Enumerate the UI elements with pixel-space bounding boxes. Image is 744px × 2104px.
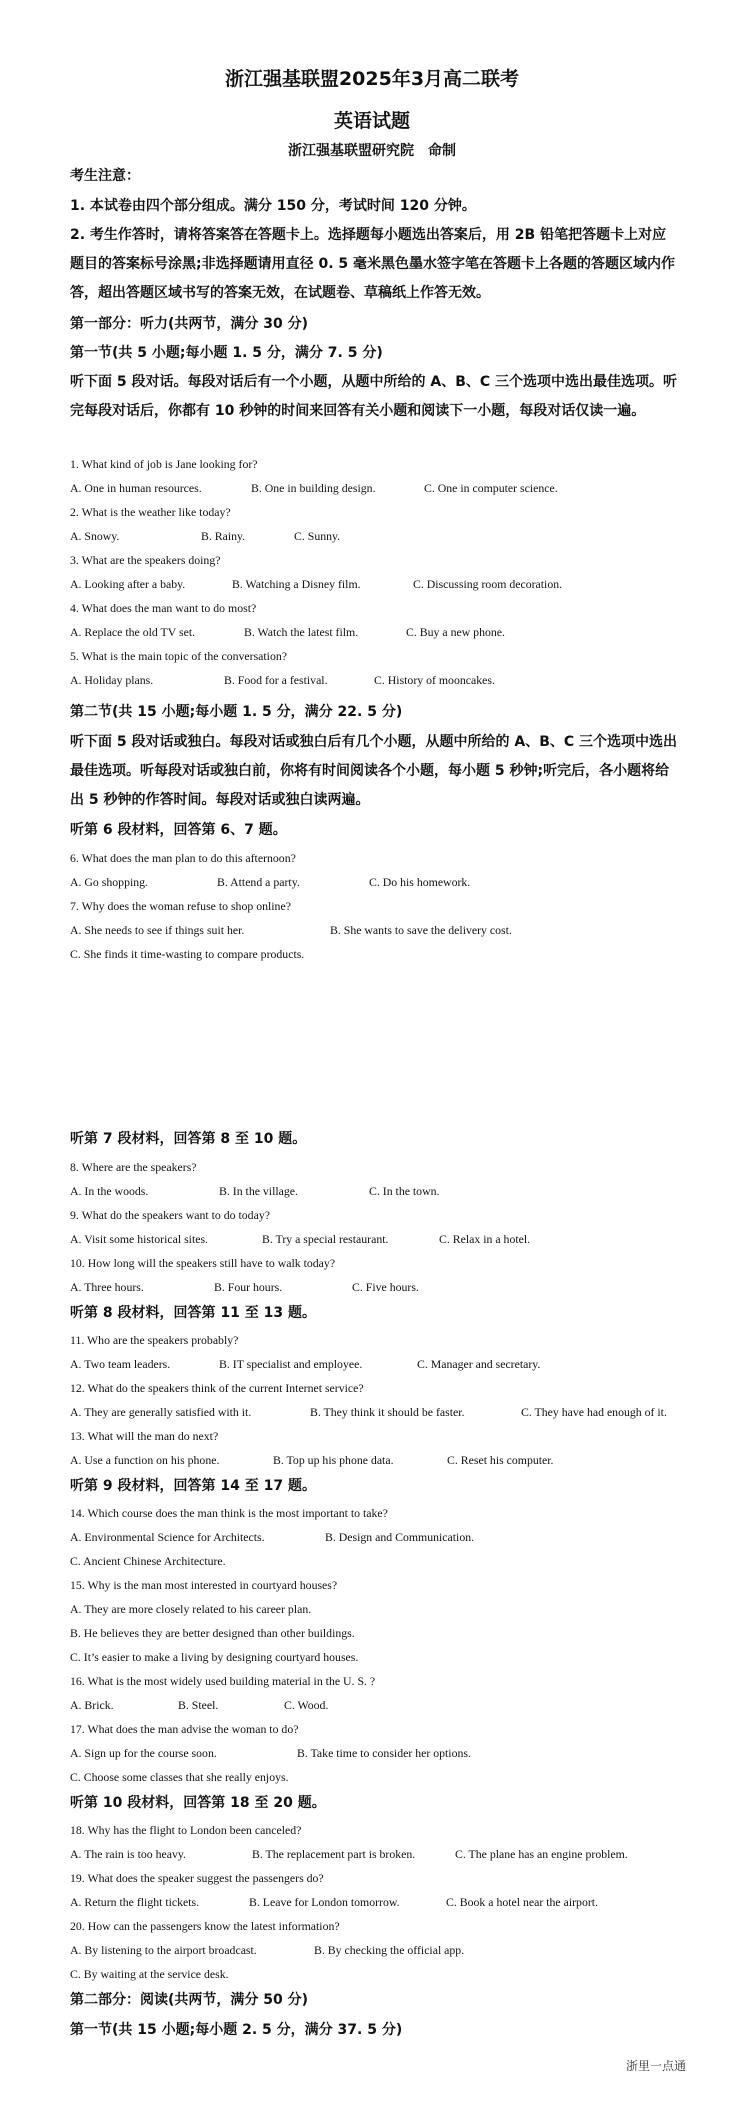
question-stem: 18. Why has the flight to London been canceled? <box>70 1823 302 1837</box>
part1-heading: 第一部分：听力(共两节，满分 30 分) <box>70 316 309 332</box>
option-b: B. One in building design. <box>251 481 376 495</box>
option-b: B. By checking the official app. <box>314 1943 465 1957</box>
option-c: C. Sunny. <box>294 529 341 543</box>
option-c: C. Discussing room decoration. <box>413 577 563 591</box>
question-stem: 16. What is the most widely used building material in the U. S. ? <box>70 1674 376 1688</box>
option-a: A. Return the flight tickets. <box>70 1895 200 1909</box>
option-a: A. Holiday plans. <box>70 673 154 687</box>
material-9-heading: 听第 9 段材料，回答第 14 至 17 题。 <box>70 1478 316 1494</box>
question-stem: 4. What does the man want to do most? <box>70 601 257 615</box>
question-stem: 3. What are the speakers doing? <box>70 553 221 567</box>
option-b: B. She wants to save the delivery cost. <box>330 923 512 937</box>
question-stem: 12. What do the speakers think of the current Internet service? <box>70 1381 364 1395</box>
option-a: A. Visit some historical sites. <box>70 1232 209 1246</box>
subject-title: 英语试题 <box>333 110 410 132</box>
option-a: A. Sign up for the course soon. <box>70 1746 217 1760</box>
option-b: B. Four hours. <box>214 1280 283 1294</box>
question-stem: 10. How long will the speakers still have to walk today? <box>70 1256 336 1270</box>
question-stem: 2. What is the weather like today? <box>70 505 231 519</box>
question-stem: 13. What will the man do next? <box>70 1429 219 1443</box>
option-a: A. Go shopping. <box>70 875 148 889</box>
option-a: A. Replace the old TV set. <box>70 625 196 639</box>
question-stem: 6. What does the man plan to do this afternoon? <box>70 851 296 865</box>
material-10-heading: 听第 10 段材料，回答第 18 至 20 题。 <box>70 1795 326 1811</box>
option-c: C. Ancient Chinese Architecture. <box>70 1554 226 1568</box>
material-7-heading: 听第 7 段材料，回答第 8 至 10 题。 <box>70 1131 307 1147</box>
notice-heading: 考生注意： <box>70 168 140 184</box>
material-6-heading: 听第 6 段材料，回答第 6、7 题。 <box>70 822 287 838</box>
option-a: A. The rain is too heavy. <box>70 1847 186 1861</box>
question-stem: 11. Who are the speakers probably? <box>70 1333 239 1347</box>
option-b: B. Take time to consider her options. <box>297 1746 471 1760</box>
part1-section2-heading: 第二节(共 15 小题;每小题 1. 5 分，满分 22. 5 分) <box>70 704 403 720</box>
option-c: C. It’s easier to make a living by designing courtyard houses. <box>70 1650 359 1664</box>
option-b: B. He believes they are better designed than other buildings. <box>70 1626 355 1640</box>
option-c: C. Wood. <box>284 1698 329 1712</box>
option-a: A. Looking after a baby. <box>70 577 186 591</box>
option-c: C. She finds it time-wasting to compare products. <box>70 947 305 961</box>
part1-section1-instructions: 听下面 5 段对话。每段对话后有一个小题，从题中所给的 A、B、C 三个选项中选出最佳选项。听完每段对话后，你都有 10 秒钟的时间来回答有关小题和阅读下一小题，每段对话仅读一遍。 <box>70 374 678 419</box>
question-stem: 7. Why does the woman refuse to shop online? <box>70 899 291 913</box>
question-stem: 17. What does the man advise the woman to do? <box>70 1722 299 1736</box>
option-b: B. Design and Communication. <box>325 1530 475 1544</box>
option-b: B. Rainy. <box>201 529 246 543</box>
option-a: A. One in human resources. <box>70 481 202 495</box>
option-a: A. In the woods. <box>70 1184 149 1198</box>
option-b: B. They think it should be faster. <box>310 1405 465 1419</box>
part1-section1-heading: 第一节(共 5 小题;每小题 1. 5 分，满分 7. 5 分) <box>70 345 383 361</box>
option-c: C. Manager and secretary. <box>417 1357 541 1371</box>
author-line: 浙江强基联盟研究院 命制 <box>288 143 456 159</box>
option-c: C. In the town. <box>369 1184 440 1198</box>
option-a: A. They are more closely related to his career plan. <box>70 1602 312 1616</box>
notice-item-1: 1. 本试卷由四个部分组成。满分 150 分，考试时间 120 分钟。 <box>70 198 476 214</box>
exam-title: 浙江强基联盟2025年3月高二联考 <box>224 68 520 90</box>
question-stem: 9. What do the speakers want to do today? <box>70 1208 270 1222</box>
option-c: C. Buy a new phone. <box>406 625 505 639</box>
question-stem: 5. What is the main topic of the conversation? <box>70 649 287 663</box>
option-c: C. Five hours. <box>352 1280 419 1294</box>
option-c: C. They have had enough of it. <box>521 1405 667 1419</box>
material-8-heading: 听第 8 段材料，回答第 11 至 13 题。 <box>70 1305 316 1321</box>
question-stem: 15. Why is the man most interested in courtyard houses? <box>70 1578 338 1592</box>
option-a: A. Two team leaders. <box>70 1357 171 1371</box>
option-c: C. By waiting at the service desk. <box>70 1967 229 1981</box>
question-stem: 20. How can the passengers know the latest information? <box>70 1919 340 1933</box>
option-c: C. Reset his computer. <box>447 1453 554 1467</box>
option-b: B. Top up his phone data. <box>273 1453 394 1467</box>
option-b: B. Leave for London tomorrow. <box>249 1895 400 1909</box>
option-b: B. Food for a festival. <box>224 673 328 687</box>
option-b: B. Watching a Disney film. <box>232 577 361 591</box>
option-b: B. Steel. <box>178 1698 219 1712</box>
option-c: C. Choose some classes that she really enjoys. <box>70 1770 289 1784</box>
option-c: C. The plane has an engine problem. <box>455 1847 628 1861</box>
question-stem: 1. What kind of job is Jane looking for? <box>70 457 258 471</box>
option-b: B. The replacement part is broken. <box>252 1847 416 1861</box>
option-a: A. Environmental Science for Architects. <box>70 1530 265 1544</box>
option-a: A. She needs to see if things suit her. <box>70 923 245 937</box>
option-b: B. Try a special restaurant. <box>262 1232 389 1246</box>
question-stem: 8. Where are the speakers? <box>70 1160 197 1174</box>
option-b: B. Attend a party. <box>217 875 300 889</box>
question-stem: 19. What does the speaker suggest the passengers do? <box>70 1871 324 1885</box>
option-a: A. Snowy. <box>70 529 120 543</box>
option-a: A. By listening to the airport broadcast. <box>70 1943 257 1957</box>
footer-watermark: 浙里一点通 <box>625 2059 686 2073</box>
option-c: C. History of mooncakes. <box>374 673 495 687</box>
part1-section2-instructions: 听下面 5 段对话或独白。每段对话或独白后有几个小题，从题中所给的 A、B、C 三个选项中选出最佳选项。听每段对话或独白前，你将有时间阅读各个小题，每小题 5 秒钟;听完后，各小题将给出 5 秒钟的作答时间。每段对话或独白读两遍。 <box>70 734 678 808</box>
option-c: C. Do his homework. <box>369 875 471 889</box>
option-a: A. They are generally satisfied with it. <box>70 1405 252 1419</box>
option-b: B. Watch the latest film. <box>244 625 359 639</box>
option-b: B. IT specialist and employee. <box>219 1357 363 1371</box>
option-a: A. Use a function on his phone. <box>70 1453 220 1467</box>
option-a: A. Three hours. <box>70 1280 144 1294</box>
part2-section1-heading: 第一节(共 15 小题;每小题 2. 5 分，满分 37. 5 分) <box>70 2022 403 2038</box>
option-c: C. Book a hotel near the airport. <box>446 1895 599 1909</box>
notice-item-2: 2. 考生作答时，请将答案答在答题卡上。选择题每小题选出答案后，用 2B 铅笔把答题卡上对应题目的答案标号涂黑;非选择题请用直径 0. 5 毫米黑色墨水签字笔在答题卡上各题的答题区域内作答，超出答题区域书写的答案无效，在试题卷、草稿纸上作答无效。 <box>70 227 676 301</box>
question-stem: 14. Which course does the man think is the most important to take? <box>70 1506 388 1520</box>
option-c: C. Relax in a hotel. <box>439 1232 531 1246</box>
part2-heading: 第二部分：阅读(共两节，满分 50 分) <box>70 1992 309 2008</box>
option-b: B. In the village. <box>219 1184 298 1198</box>
option-c: C. One in computer science. <box>424 481 558 495</box>
option-a: A. Brick. <box>70 1698 114 1712</box>
